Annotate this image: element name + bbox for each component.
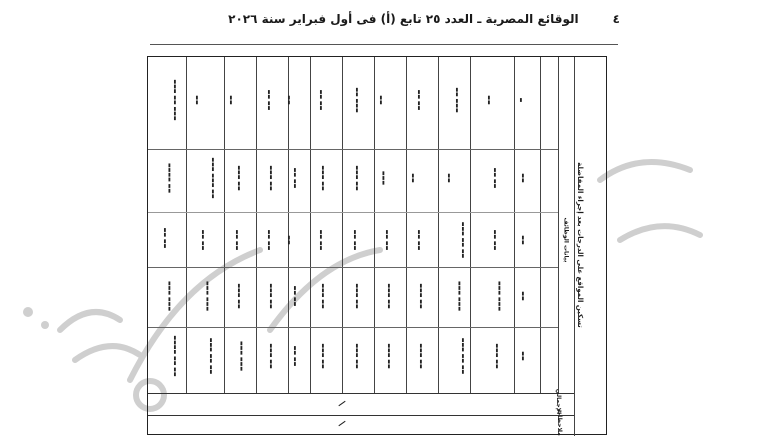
table-side-subtitle: بيانات الوظائف	[562, 217, 570, 263]
page-header	[150, 8, 620, 30]
gazette-title: الوقائع المصرية ـ العدد ٢٥ تابع (أ) فى أول فبراير سنة ٢٠٢٦	[228, 12, 579, 26]
page-number: ٤	[612, 12, 620, 26]
data-table: ▬▬▬ ▬▬ ▬▬▬ ▬▬▬▬ ▬▬ ▬▬ ▬▬ ▬▬▬ ▬▬▬ ▬▬▬▬ ▬▬ ▬▬ ▬▬ ▬▬▬ ▬▬▬ ▬▬ ▬▬ ▬▬ ▬▬▬ ▬▬▬ ▬▬▬ ▬▬ ▬▬ ▬▬ ▬▬▬ ▬▬ ▬▬ ▬▬ ▬▬▬ ▬▬ ▬▬▬ ▬▬▬ ▬▬ ▬▬ ▬▬▬ ▬▬ ▬▬ ▬▬ ▬▬▬ ▬▬ ▬▬▬ ▬▬ ▬▬ ▬▬ ▬▬ ▬▬ ▬▬ ▬▬ ▬▬ ▬▬ ▬▬ ▬▬ ▬▬▬ ▬▬ ▬▬ ▬▬ ▬▬▬ ▬▬ ▬▬▬ ▬▬ ▬▬ ▬▬▬ ▬▬▬ ▬▬ ▬▬ ▬▬ ▬▬▬ ▬▬ ▬▬▬ ▬▬ ▬▬ ▬▬▬ ▬▬ ▬▬ ▬▬▬ ▬▬ ▬▬▬ ▬▬ ▬▬ ▬▬ ▬▬ ▬▬ ▬▬ ▬▬▬ ▬▬ ▬▬▬ ▬▬ ▬▬ ▬▬▬ ▬▬ ▬▬▬ ▬▬ ▬▬ ▬▬▬ ▬▬▬ ▬▬▬ ▬▬ ▬▬ ▬▬ ▬▬ ▬▬ ▬▬ ▬▬ ▬▬▬ ▬▬▬ ▬▬▬ ▬▬ ▬ ▬▬ ▬▬ ▬▬ ▬▬ الإجمالي ملاحظات	[147, 56, 607, 435]
table-side-title: تسكين المواقع على الدرجات بعد إجراء المفاضلة	[576, 162, 584, 328]
footer-label-notes: ملاحظات	[555, 409, 563, 436]
header-rule	[150, 44, 618, 45]
footer-label-total: الإجمالي	[555, 388, 563, 415]
